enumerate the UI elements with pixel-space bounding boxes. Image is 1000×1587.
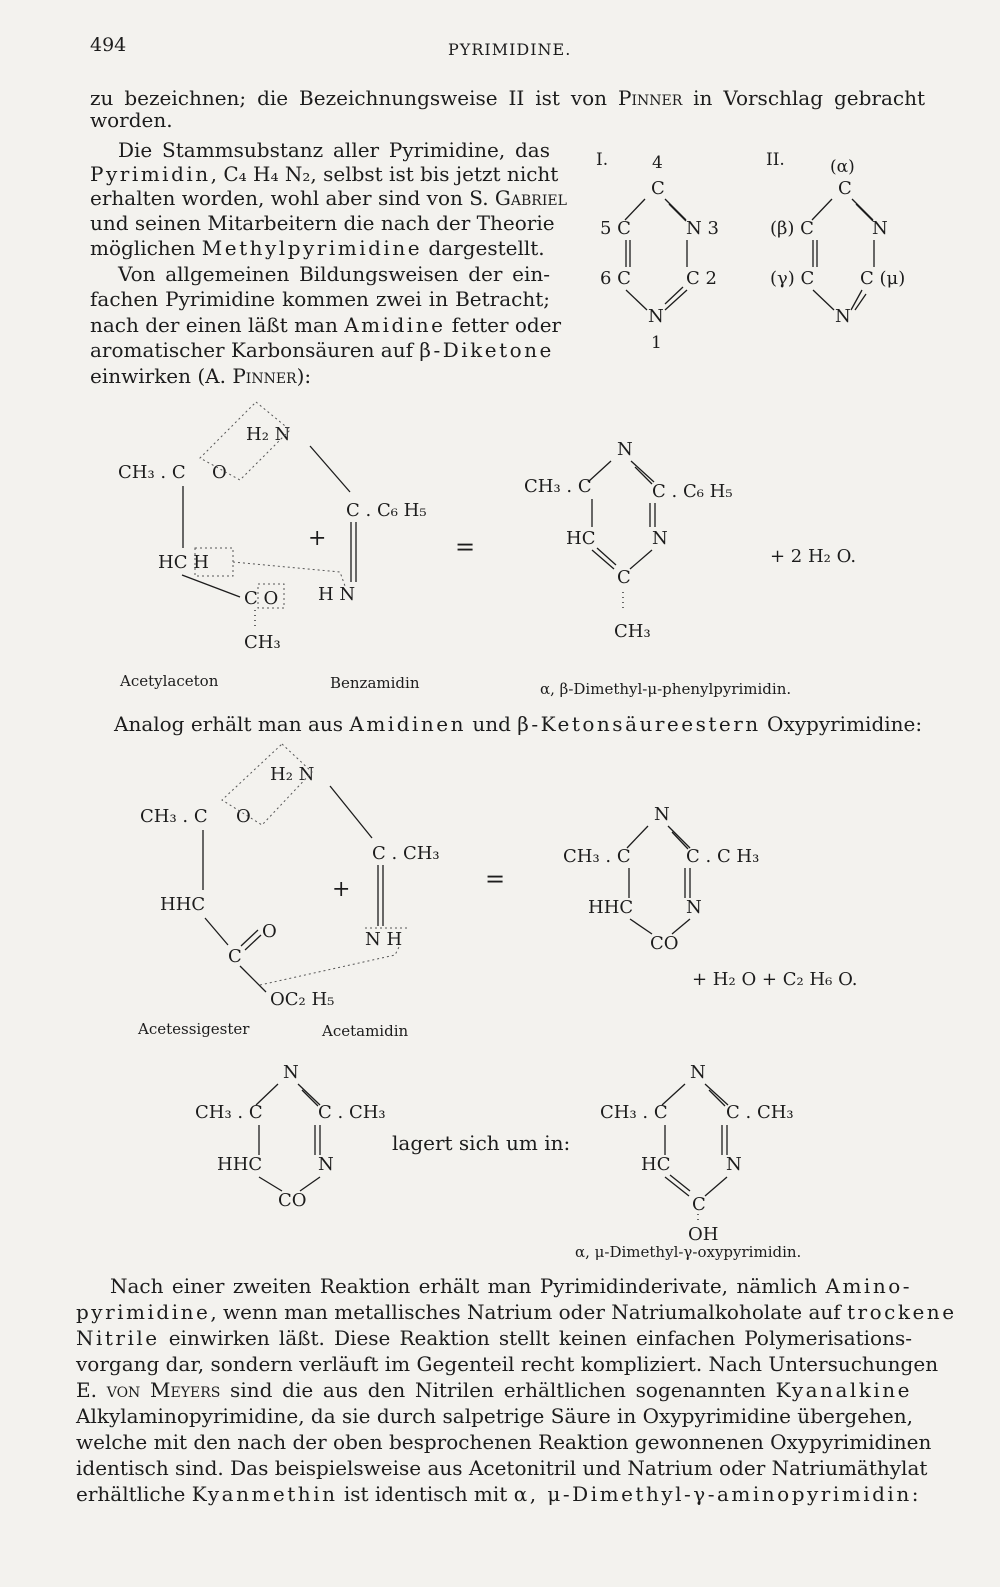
r1-p-hc: HC: [566, 528, 596, 549]
re-l-left: CH₃ . C: [195, 1102, 263, 1123]
r2-ch3c: CH₃ . C: [140, 806, 208, 827]
r1-ch3: CH₃: [244, 632, 281, 653]
page-number: 494: [90, 34, 127, 56]
r1-p-c: C: [617, 567, 631, 588]
ring-I-pos4: 4: [652, 153, 663, 173]
re-r-left: CH₃ . C: [600, 1102, 668, 1123]
text-line: Pyrimidin, C₄ H₄ N₂, selbst ist bis jetzt nicht: [90, 162, 559, 186]
bond: [259, 1177, 282, 1191]
r1-plus: +: [308, 526, 327, 551]
r2-byprod: + H₂ O + C₂ H₆ O.: [692, 969, 858, 990]
label-acetamidin: Acetamidin: [322, 1022, 409, 1040]
ring-I-pos1: 1: [651, 333, 662, 353]
r2-cch3: C . CH₃: [372, 843, 440, 864]
ring-I-label: I.: [596, 150, 609, 170]
text-line: Alkylaminopyrimidine, da sie durch salpetrige Säure in Oxypyrimidine übergehen,: [76, 1404, 913, 1428]
text-line: pyrimidine, wenn man metallisches Natrium oder Natriumalkoholate auf trockene: [76, 1300, 957, 1324]
ring-I-c2: C 2: [686, 268, 717, 289]
r1-c6h5: C . C₆ H₅: [346, 500, 427, 521]
text-line: aromatischer Karbonsäuren auf β-Diketone: [90, 338, 554, 362]
re-r-hc: HC: [641, 1154, 671, 1175]
ring-II-n-bottom: N: [835, 306, 851, 327]
text-line: welche mit den nach der oben besprochenen Reaktion gewonnenen Oxypyrimidinen: [76, 1430, 932, 1454]
re-l-hhc: HHC: [217, 1154, 263, 1175]
text-line: nach der einen läßt man Amidine fetter oder: [90, 313, 562, 337]
ring-II-mu: C (μ): [860, 268, 906, 289]
running-title: PYRIMIDINE.: [448, 40, 572, 59]
ring-I-c-top: C: [651, 178, 665, 199]
r2-p-n2: N: [686, 897, 702, 918]
r1-p-left: CH₃ . C: [524, 476, 592, 497]
r2-o2: O: [262, 921, 277, 942]
re-middle: lagert sich um in:: [392, 1131, 571, 1155]
text-line: Die Stammsubstanz aller Pyrimidine, das: [118, 138, 550, 162]
r2-p-n: N: [654, 804, 670, 825]
ring-II-c-top: C: [838, 178, 852, 199]
r2-hhc: HHC: [160, 894, 206, 915]
r1-ch3c: CH₃ . C: [118, 462, 186, 483]
r1-p-n: N: [617, 439, 633, 460]
r1-co: C O: [244, 588, 279, 609]
ring-I-pos5: 5 C: [600, 218, 631, 239]
r1-p-ch3: CH₃: [614, 621, 651, 642]
r1-hch: HC H: [158, 552, 209, 573]
ring-I-n-bottom: N: [648, 306, 664, 327]
text-line: erhältliche Kyanmethin ist identisch mit α, μ-Dimethyl-γ-aminopyrimidin:: [76, 1482, 921, 1506]
bond: [705, 1084, 728, 1105]
text-line: Nach einer zweiten Reaktion erhält man Pyrimidinderivate, nämlich Amino-: [110, 1274, 912, 1298]
r2-h2n: H₂ N: [270, 764, 315, 785]
ring-II-beta: (β) C: [770, 218, 814, 239]
text-line: identisch sind. Das beispielsweise aus Acetonitril und Natrium oder Natriumäthylat: [76, 1456, 928, 1480]
text-line: E. von Meyers sind die aus den Nitrilen erhältlichen sogenannten Kyanalkine: [76, 1378, 912, 1402]
ring-I-n3: N 3: [686, 218, 719, 239]
r1-equals: =: [455, 533, 476, 561]
r1-p-n2: N: [652, 528, 668, 549]
text-line: Nitrile einwirken läßt. Diese Reaktion stellt keinen einfachen Polymerisations-: [76, 1326, 912, 1350]
re-l-co: CO: [278, 1190, 307, 1211]
r1-water: + 2 H₂ O.: [770, 546, 857, 567]
r2-nh: N H: [365, 929, 403, 950]
ring-II-label: II.: [766, 150, 785, 170]
re-l-n2: N: [318, 1154, 334, 1175]
bond: [298, 1084, 320, 1105]
r1-h2n: H₂ N: [246, 424, 291, 445]
r1-p-right: C . C₆ H₅: [652, 481, 733, 502]
r1-hn: H N: [318, 584, 356, 605]
text-line: fachen Pyrimidine kommen zwei in Betracht;: [90, 287, 550, 311]
label-benzamidin: Benzamidin: [330, 674, 420, 692]
bond: [709, 1090, 725, 1106]
bond: [300, 1177, 320, 1191]
text-line: möglichen Methylpyrimidine dargestellt.: [90, 236, 545, 260]
ring-II-alpha: (α): [830, 157, 855, 177]
ring-II-n-right: N: [872, 218, 888, 239]
label-phenylpyrimidin: α, β-Dimethyl-μ-phenylpyrimidin.: [540, 680, 792, 698]
bond: [705, 1177, 727, 1196]
text-line: worden.: [90, 108, 173, 132]
re-l-n: N: [283, 1062, 299, 1083]
bond: [256, 1084, 278, 1105]
r2-oc2h5: OC₂ H₅: [270, 989, 335, 1010]
r2-c: C: [228, 946, 242, 967]
re-r-n: N: [690, 1062, 706, 1083]
text-line: vorgang dar, sondern verläuft im Gegenteil recht kompliziert. Nach Untersuchungen: [76, 1352, 939, 1376]
re-r-n2: N: [726, 1154, 742, 1175]
r2-o: O: [236, 806, 251, 827]
r2-p-right: C . C H₃: [686, 846, 760, 867]
text-line: Analog erhält man aus Amidinen und β-Ketonsäureestern Oxypyrimidine:: [114, 712, 923, 736]
r2-p-co: CO: [650, 933, 679, 954]
re-r-c: C: [692, 1194, 706, 1215]
text-line: einwirken (A. Pinner):: [90, 364, 312, 388]
r2-p-left: CH₃ . C: [563, 846, 631, 867]
r2-equals: =: [485, 865, 506, 893]
text-line: und seinen Mitarbeitern die nach der Theorie: [90, 211, 555, 235]
ring-I-pos6: 6 C: [600, 268, 631, 289]
label-acetessigester: Acetessigester: [138, 1020, 250, 1038]
re-l-right: C . CH₃: [318, 1102, 386, 1123]
bond: [302, 1090, 318, 1106]
bond: [662, 1084, 685, 1105]
text-line: Von allgemeinen Bildungsweisen der ein-: [118, 262, 550, 286]
r1-o: O: [212, 462, 227, 483]
text-line: zu bezeichnen; die Bezeichnungsweise II ist von Pinner in Vorschlag gebracht: [90, 86, 925, 110]
r2-plus: +: [332, 877, 351, 902]
re-r-right: C . CH₃: [726, 1102, 794, 1123]
label-oxypyrimidin: α, μ-Dimethyl-γ-oxypyrimidin.: [575, 1243, 802, 1261]
ring-II-gamma: (γ) C: [770, 268, 815, 289]
text-line: erhalten worden, wohl aber sind von S. Gabriel: [90, 186, 567, 210]
re-r-oh: OH: [688, 1224, 719, 1245]
r2-p-hhc: HHC: [588, 897, 634, 918]
label-acetylaceton: Acetylaceton: [120, 672, 219, 690]
